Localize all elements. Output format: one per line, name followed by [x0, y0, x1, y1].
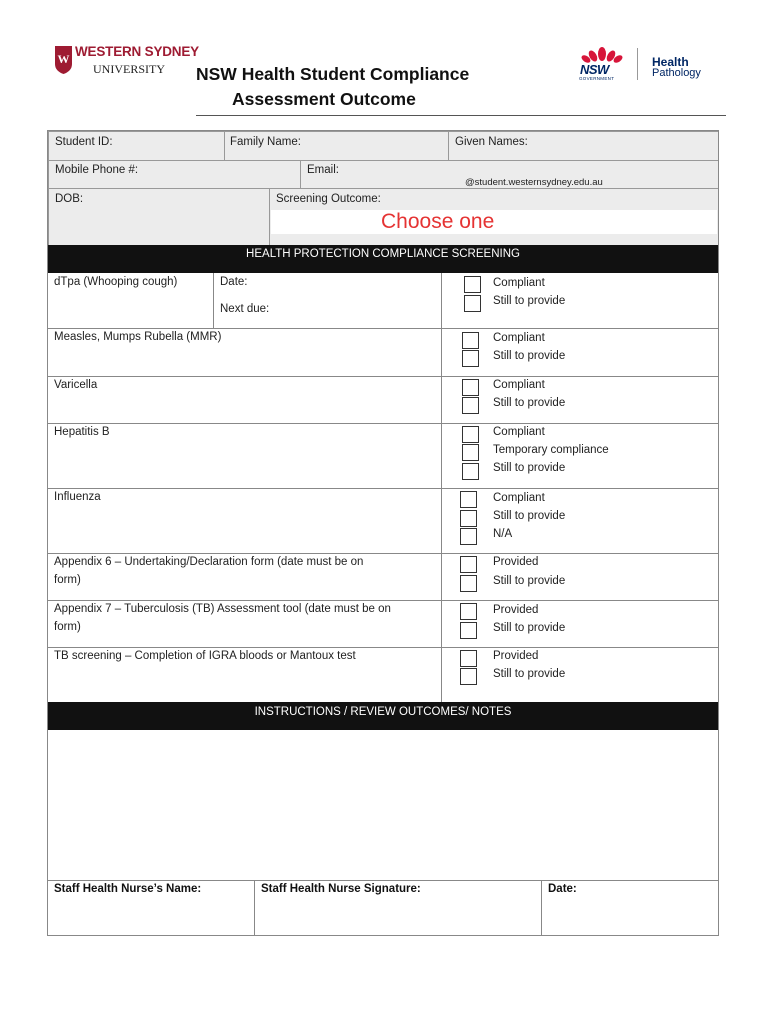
notes-textarea[interactable]: [48, 730, 718, 880]
checkbox-mmr-compliant[interactable]: [462, 332, 479, 349]
checkbox-appendix6-still-to-provide[interactable]: [460, 575, 477, 592]
student-id-field[interactable]: [48, 131, 224, 160]
checkbox-tb-provided[interactable]: [460, 650, 477, 667]
item-hepatitis-b: Hepatitis B: [54, 426, 110, 438]
checkbox-hepb-compliant[interactable]: [462, 426, 479, 443]
item-mmr: Measles, Mumps Rubella (MMR): [54, 331, 222, 343]
checkbox-varicella-compliant[interactable]: [462, 379, 479, 396]
page-title: [196, 62, 526, 112]
checkbox-influenza-compliant[interactable]: [460, 491, 477, 508]
option-label: Temporary compliance: [493, 444, 609, 456]
dob-field[interactable]: [48, 188, 269, 245]
university-name-line1: WESTERN SYDNEY: [75, 44, 199, 59]
option-label: Provided: [493, 650, 539, 662]
nurse-name-field[interactable]: [48, 881, 254, 935]
item-dtpa: dTpa (Whooping cough): [54, 276, 178, 288]
dob-label: DOB:: [55, 193, 84, 205]
row-divider: [48, 488, 718, 489]
checkbox-hepb-temporary[interactable]: [462, 444, 479, 461]
email-field[interactable]: [300, 160, 718, 188]
given-names-label: Given Names:: [455, 136, 528, 148]
family-name-label: Family Name:: [230, 136, 301, 148]
checkbox-influenza-na[interactable]: [460, 528, 477, 545]
row-divider: [48, 376, 718, 377]
checkbox-dtpa-compliant[interactable]: [464, 276, 481, 293]
option-label: N/A: [493, 528, 513, 540]
checkbox-appendix7-still-to-provide[interactable]: [460, 622, 477, 639]
title-line2: Assessment Outcome: [232, 89, 416, 109]
option-label: Still to provide: [493, 510, 566, 522]
dtpa-next-due-label: Next due:: [220, 303, 270, 315]
signoff-date-label: Date:: [548, 883, 577, 895]
item-appendix-7: Appendix 7 – Tuberculosis (TB) Assessment tool (date must be on: [54, 603, 391, 615]
nsw-wordmark: NSW: [580, 62, 609, 77]
svg-text:W: W: [57, 52, 70, 66]
student-id-label: Student ID:: [55, 136, 113, 148]
checkbox-tb-still-to-provide[interactable]: [460, 668, 477, 685]
mobile-phone-label: Mobile Phone #:: [55, 164, 139, 176]
health-text: Health: [652, 55, 689, 69]
nsw-health-pathology-logo: [577, 46, 717, 82]
option-label: Still to provide: [493, 668, 566, 680]
pathology-text: Pathology: [652, 67, 701, 79]
dtpa-date-label: Date:: [220, 276, 248, 288]
option-label: Still to provide: [493, 462, 566, 474]
nurse-signature-field[interactable]: [255, 881, 541, 935]
health-protection-heading: HEALTH PROTECTION COMPLIANCE SCREENING: [48, 245, 718, 273]
option-label: Provided: [493, 556, 539, 568]
item-appendix-7-cont: form): [54, 621, 81, 633]
row-divider: [48, 328, 718, 329]
signoff-date-field[interactable]: [542, 881, 718, 935]
email-domain: @student.westernsydney.edu.au: [465, 177, 603, 188]
screening-outcome-dropdown[interactable]: Choose one: [271, 210, 717, 234]
title-line1: NSW Health Student Compliance: [196, 64, 470, 84]
row-divider: [48, 553, 718, 554]
option-label: Still to provide: [493, 397, 566, 409]
checkbox-mmr-still-to-provide[interactable]: [462, 350, 479, 367]
option-label: Compliant: [493, 332, 545, 344]
nsw-government-text: GOVERNMENT: [579, 76, 615, 81]
mobile-phone-field[interactable]: [48, 160, 300, 188]
checkbox-varicella-still-to-provide[interactable]: [462, 397, 479, 414]
option-label: Compliant: [493, 277, 545, 289]
screening-outcome-label: Screening Outcome:: [276, 193, 381, 205]
item-influenza: Influenza: [54, 491, 101, 503]
given-names-field[interactable]: [448, 131, 718, 160]
nurse-signature-label: Staff Health Nurse Signature:: [261, 883, 421, 895]
checkbox-appendix6-provided[interactable]: [460, 556, 477, 573]
option-label: Still to provide: [493, 295, 566, 307]
item-varicella: Varicella: [54, 379, 98, 391]
row-divider: [48, 600, 718, 601]
option-label: Compliant: [493, 379, 545, 391]
logo-divider: [637, 48, 638, 80]
western-sydney-university-logo: [55, 44, 199, 82]
item-appendix-6-cont: form): [54, 574, 81, 586]
checkbox-hepb-still-to-provide[interactable]: [462, 463, 479, 480]
checkbox-appendix7-provided[interactable]: [460, 603, 477, 620]
row-divider: [48, 423, 718, 424]
email-label: Email:: [307, 164, 339, 176]
option-label: Still to provide: [493, 575, 566, 587]
item-tb-screening: TB screening – Completion of IGRA bloods or Mantoux test: [54, 650, 356, 662]
option-label: Compliant: [493, 426, 545, 438]
wsu-shield-icon: [55, 46, 72, 74]
notes-heading: INSTRUCTIONS / REVIEW OUTCOMES/ NOTES: [48, 702, 718, 730]
option-label: Compliant: [493, 492, 545, 504]
option-label: Still to provide: [493, 622, 566, 634]
item-appendix-6: Appendix 6 – Undertaking/Declaration form (date must be on: [54, 556, 364, 568]
option-label: Provided: [493, 604, 539, 616]
row-divider: [48, 647, 718, 648]
nurse-name-label: Staff Health Nurse’s Name:: [54, 883, 202, 895]
header-rule: [196, 115, 726, 116]
dtpa-date-divider: [213, 273, 214, 328]
university-name-line2: UNIVERSITY: [93, 62, 165, 76]
checkbox-dtpa-still-to-provide[interactable]: [464, 295, 481, 312]
family-name-field[interactable]: [224, 131, 448, 160]
checkbox-influenza-still-to-provide[interactable]: [460, 510, 477, 527]
option-label: Still to provide: [493, 350, 566, 362]
